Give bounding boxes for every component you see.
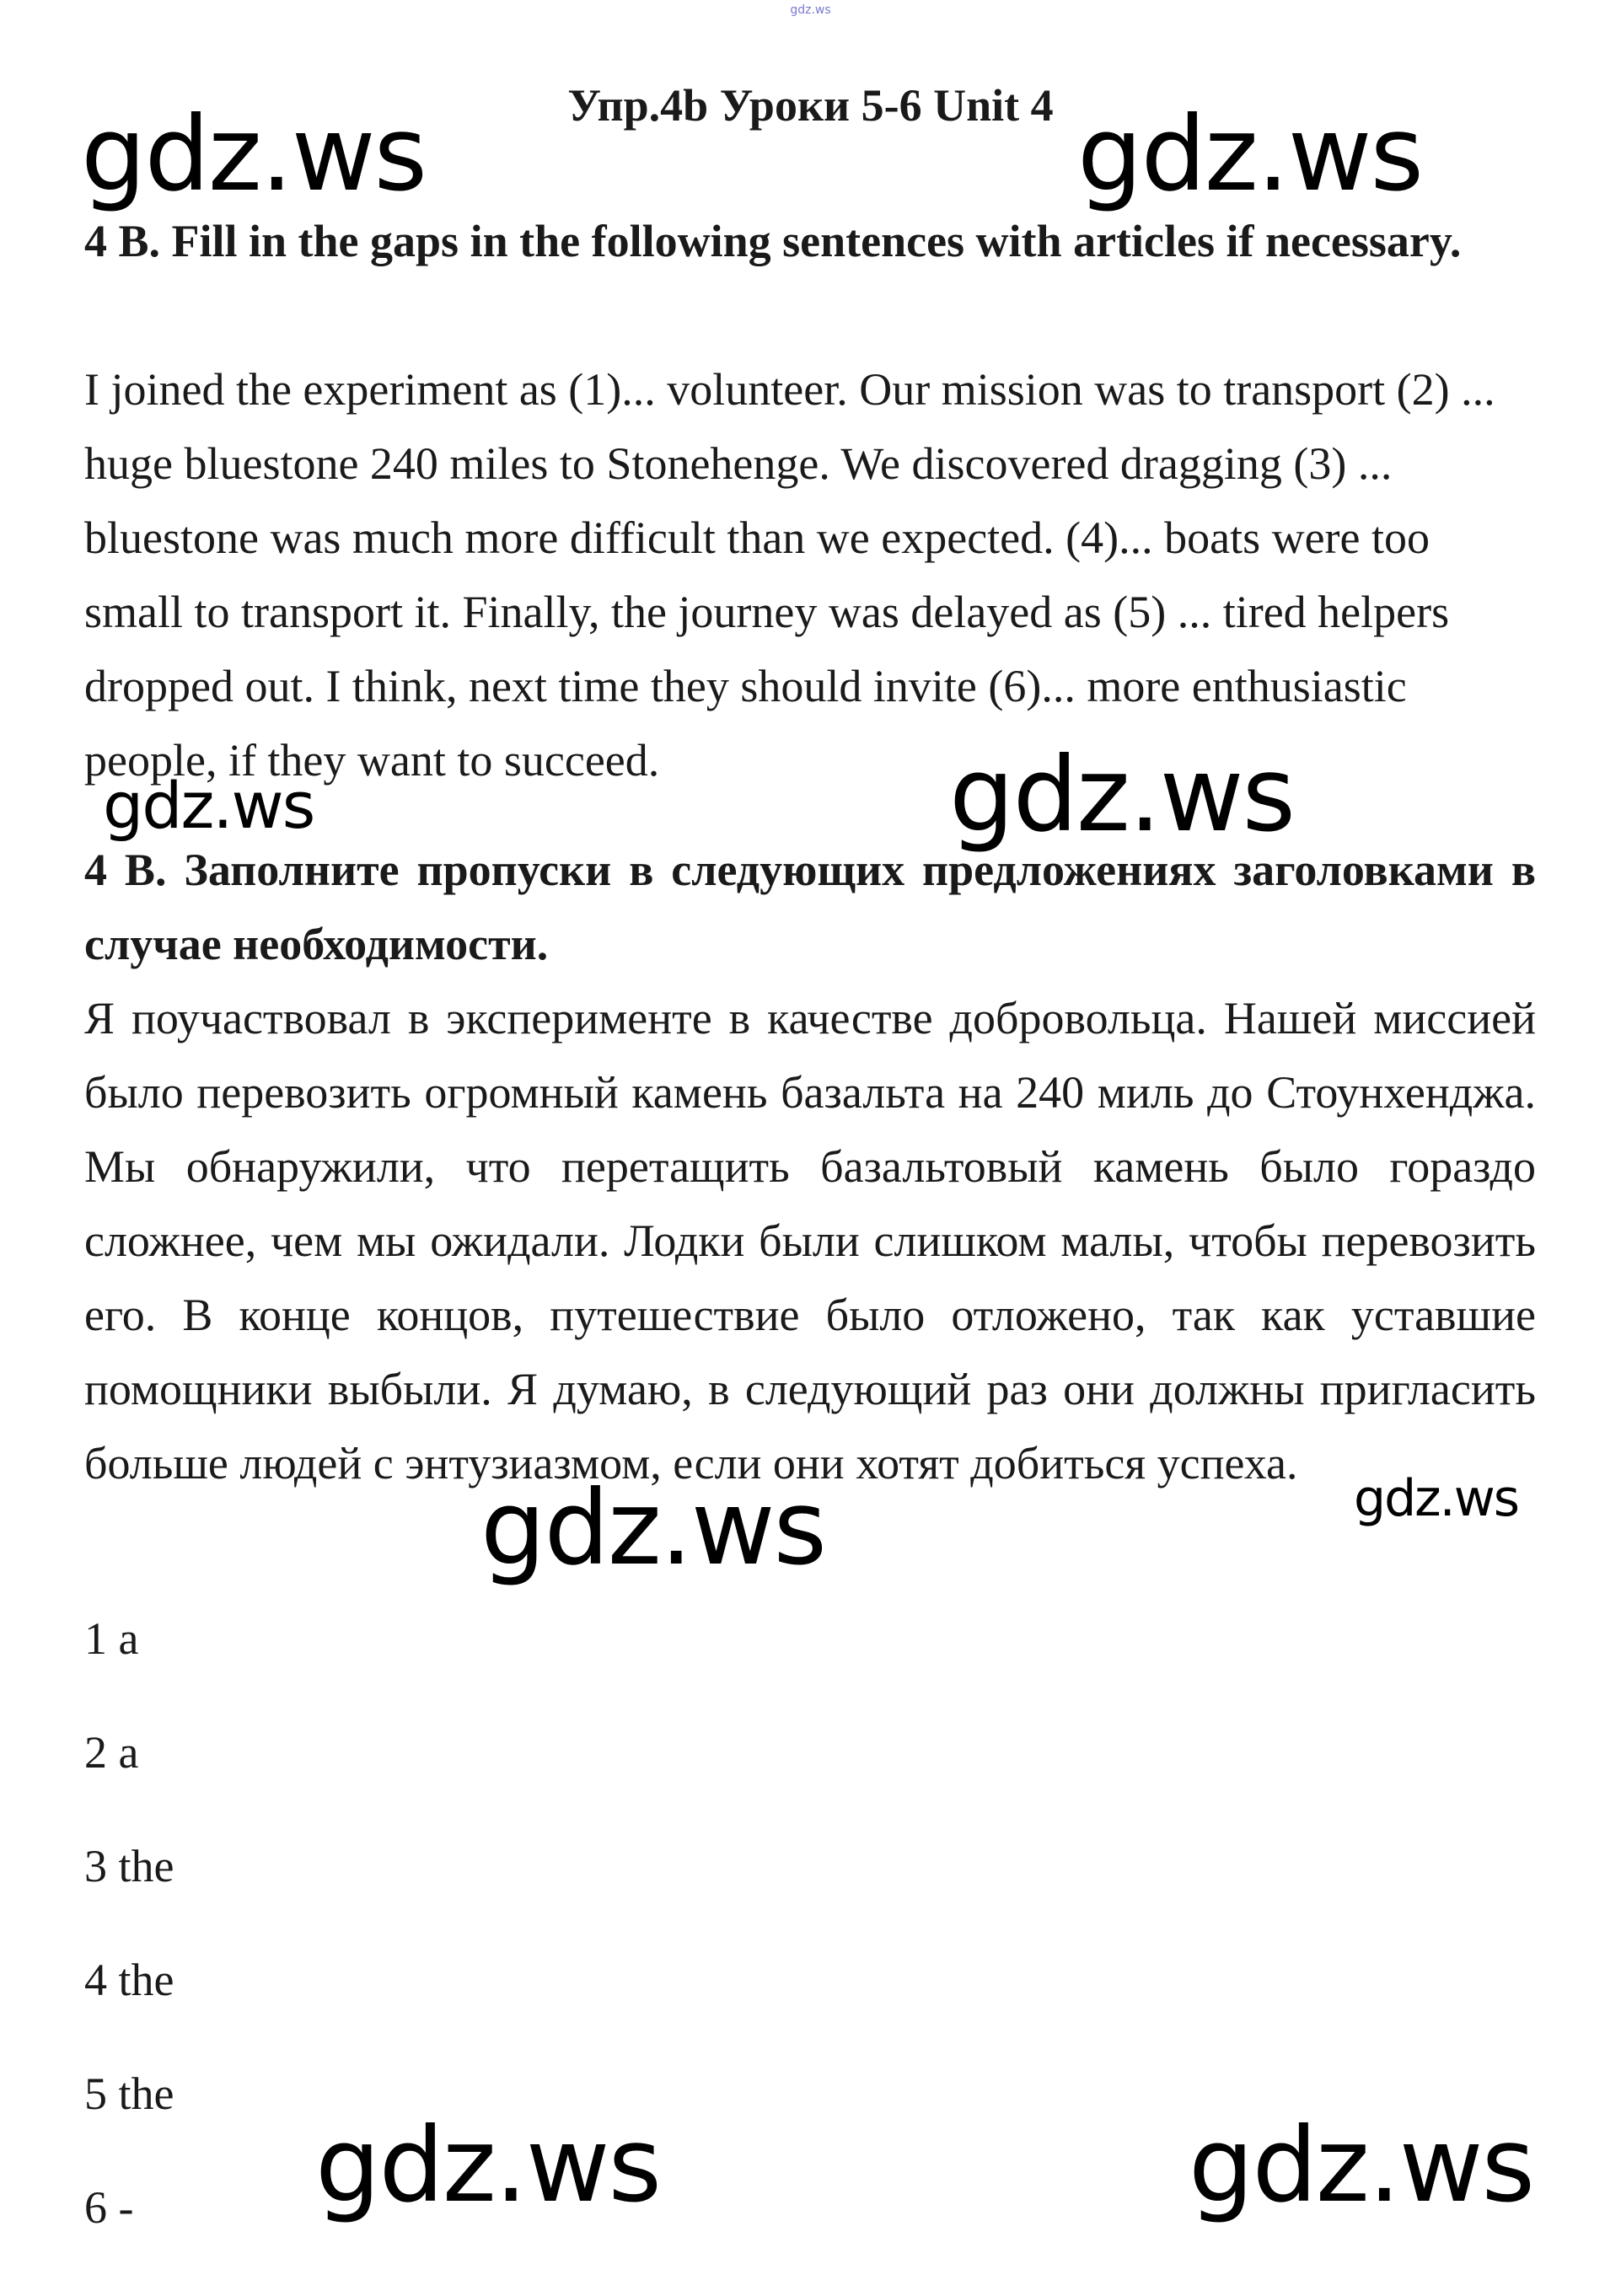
russian-task-heading: 4 B. Заполните пропуски в следующих предложениях заголовками в случае необходимости. xyxy=(84,845,1536,969)
watermark: gdz.ws xyxy=(1354,1469,1519,1528)
watermark: gdz.ws xyxy=(1077,94,1423,214)
answer-item: 3 the xyxy=(84,1841,174,1891)
watermark: gdz.ws xyxy=(315,2106,661,2225)
answer-item: 4 the xyxy=(84,1955,174,2005)
watermark: gdz.ws xyxy=(480,1468,826,1588)
watermark: gdz.ws xyxy=(949,735,1295,855)
english-task-heading: 4 B. Fill in the gaps in the following sentences with articles if necessary. xyxy=(84,216,1462,266)
watermark: gdz.ws xyxy=(81,94,427,214)
watermark: gdz.ws xyxy=(103,768,314,843)
english-task-text: I joined the experiment as (1)... volunteer. Our mission was to transport (2) ... huge bluestone 240 miles to Stonehenge. We discovered dragging (3) ... bluestone was much more difficult than we expected. (4)... boats were too small to transport it. Finally, the journey was delayed as (5) ... tired helpers dropped out. I think, next time they should invite (6)... more enthusiastic people, if they want to succeed. xyxy=(84,364,1495,786)
page-title: Упр.4b Уроки 5-6 Unit 4 xyxy=(567,80,1054,131)
answer-item: 6 - xyxy=(84,2182,134,2233)
answer-list xyxy=(84,1613,174,2296)
watermark: gdz.ws xyxy=(1189,2106,1534,2225)
answer-item: 1 a xyxy=(84,1613,139,1664)
answer-item: 2 a xyxy=(84,1727,139,1778)
russian-task-text: Я поучаствовал в эксперименте в качестве добровольца. Нашей миссией было перевозить огромный камень базальта на 240 миль до Стоунхенджа. Мы обнаружили, что перетащить базальтовый камень было гораздо сложнее, чем мы ожидали. Лодки были слишком малы, чтобы перевозить его. В конце концов, путешествие было отложено, так как уставшие помощники выбыли. Я думаю, в следующий раз они должны пригласить больше людей с энтузиазмом, если они хотят добиться успеха. xyxy=(84,993,1536,1489)
answer-item: 5 the xyxy=(84,2068,174,2119)
header-watermark: gdz.ws xyxy=(790,3,831,17)
